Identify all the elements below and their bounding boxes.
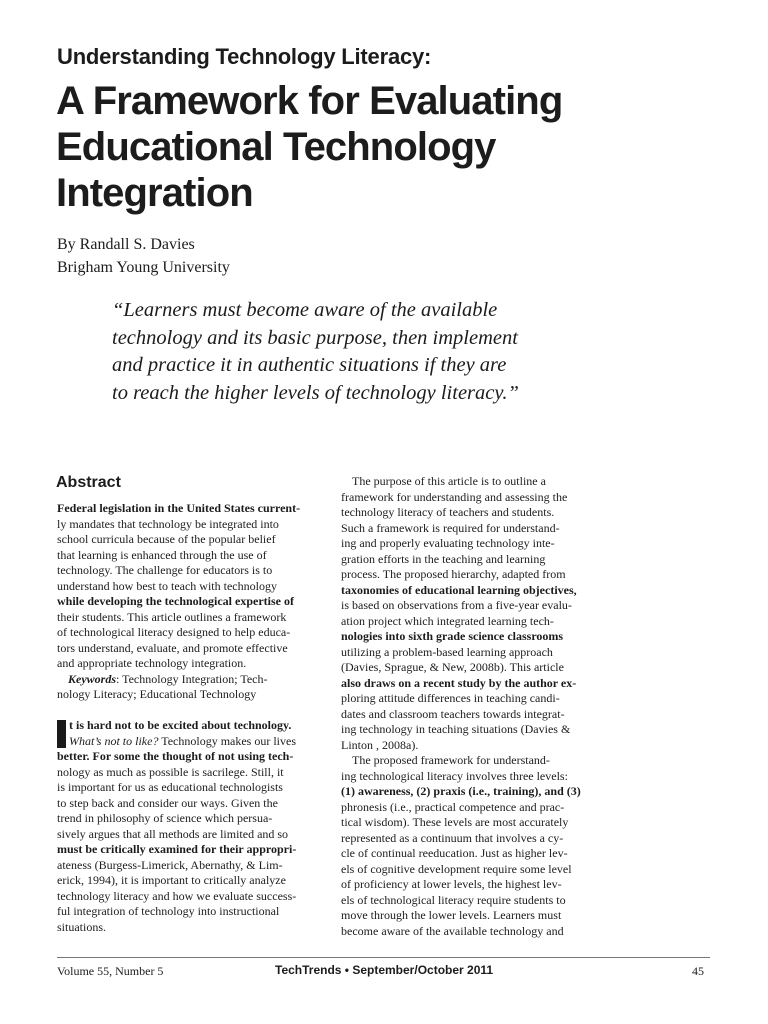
- body-line: Linton , 2008a).: [341, 737, 419, 752]
- body-line: framework for understanding and assessing the: [341, 489, 568, 504]
- body-line: represented as a continuum that involves a cy-: [341, 830, 564, 845]
- keywords-label: Keywords: [68, 671, 116, 686]
- abstract-line: school curricula because of the popular belief: [57, 532, 276, 546]
- body-line: gration efforts in the teaching and learning: [341, 551, 546, 566]
- intro-line: is important for us as educational technologists: [57, 780, 283, 794]
- body-line: also draws on a recent study by the author ex-: [341, 675, 577, 690]
- article-intro: [57, 718, 323, 935]
- body-line: move through the lower levels. Learners must: [341, 908, 562, 922]
- title-line: Educational Technology: [56, 125, 496, 169]
- article-title: [56, 78, 696, 216]
- body-line: tical wisdom). These levels are most accurately: [341, 815, 569, 829]
- intro-line: technology literacy and how we evaluate success-: [57, 888, 297, 903]
- intro-line: better. For some the thought of not using tech-: [57, 749, 294, 763]
- body-line: ation project which integrated learning tech-: [341, 613, 554, 628]
- author-name: By Randall S. Davies: [57, 236, 195, 253]
- volume-info: Volume 55, Number 5: [57, 964, 164, 978]
- body-line: els of technological literacy require students to: [341, 892, 566, 907]
- abstract-line: understand how best to teach with technology: [57, 578, 277, 593]
- intro-line: to step back and consider our ways. Given the: [57, 795, 278, 810]
- body-line: process. The proposed hierarchy, adapted from: [341, 567, 566, 581]
- intro-line: erick, 1994), it is important to critically analyze: [57, 873, 286, 887]
- footer-divider: [57, 957, 710, 958]
- body-line: become aware of the available technology and: [341, 923, 564, 938]
- body-line: utilizing a problem-based learning approach: [341, 644, 553, 659]
- intro-line: [57, 734, 323, 750]
- body-line: ing and properly evaluating technology inte-: [341, 536, 555, 550]
- abstract-line: of technological literacy designed to help educa-: [57, 625, 291, 639]
- body-line: phronesis (i.e., practical competence and prac-: [341, 799, 565, 814]
- intro-line: ateness (Burgess-Limerick, Abernathy, & Lim-: [57, 857, 283, 872]
- pull-quote-line: and practice it in authentic situations if they are: [112, 354, 507, 376]
- abstract-line: that learning is enhanced through the use of: [57, 547, 267, 562]
- abstract-line: and appropriate technology integration.: [57, 656, 247, 670]
- body-line: The purpose of this article is to outline a: [352, 474, 546, 488]
- intro-italic-question: What’s not to like?: [69, 733, 159, 748]
- intro-line: situations.: [57, 919, 107, 934]
- abstract-line: Federal legislation in the United States current-: [57, 501, 301, 515]
- body-line: cle of continual reeducation. Just as higher lev-: [341, 846, 568, 860]
- intro-line: must be critically examined for their appropri-: [57, 842, 297, 856]
- page-number: 45: [692, 964, 704, 978]
- body-line: ing technological literacy involves three levels:: [341, 768, 568, 783]
- body-line: ploring attitude differences in teaching candi-: [341, 691, 560, 705]
- body-line: is based on observations from a five-year evalu-: [341, 598, 572, 612]
- body-line: of proficiency at lower levels, the highest lev-: [341, 877, 562, 891]
- body-line: (Davies, Sprague, & New, 2008b). This article: [341, 660, 564, 674]
- body-line: dates and classroom teachers towards integrat-: [341, 706, 565, 721]
- pull-quote-line: “Learners must become aware of the available: [112, 299, 498, 321]
- author-affiliation: Brigham Young University: [57, 259, 230, 276]
- keywords-line: nology Literacy; Educational Technology: [57, 687, 257, 701]
- title-line: Integration: [56, 171, 253, 215]
- keywords-text: : Technology Integration; Tech-: [116, 671, 268, 686]
- keywords-line: [57, 672, 323, 688]
- abstract-line: tors understand, evaluate, and promote effective: [57, 640, 288, 655]
- abstract-line: ly mandates that technology be integrated into: [57, 516, 279, 531]
- body-line: Such a framework is required for understand-: [341, 520, 560, 535]
- pull-quote-line: technology and its basic purpose, then implement: [112, 326, 518, 349]
- abstract-heading: Abstract: [56, 474, 121, 491]
- body-line: taxonomies of educational learning objectives,: [341, 582, 577, 597]
- body-line: els of cognitive development require some level: [341, 861, 572, 876]
- body-line: The proposed framework for understand-: [352, 753, 550, 767]
- journal-issue: TechTrends • September/October 2011: [275, 963, 494, 977]
- intro-line: nology as much as possible is sacrilege. Still, it: [57, 764, 284, 779]
- pull-quote: [112, 297, 562, 407]
- abstract-line: while developing the technological expertise of: [57, 594, 294, 608]
- abstract-line: technology. The challenge for educators is to: [57, 563, 273, 577]
- intro-line: t is hard not to be excited about technology.: [69, 718, 292, 732]
- title-line: A Framework for Evaluating: [56, 79, 563, 123]
- body-line: (1) awareness, (2) praxis (i.e., training), and (3): [341, 784, 581, 798]
- body-line: nologies into sixth grade science classrooms: [341, 629, 564, 643]
- body-line: technology literacy of teachers and students.: [341, 505, 555, 519]
- intro-line: sively argues that all methods are limited and so: [57, 826, 289, 841]
- abstract-body: [57, 501, 323, 703]
- intro-line: trend in philosophy of science which persua-: [57, 811, 273, 825]
- right-column-body: [341, 474, 601, 939]
- intro-line: ful integration of technology into instructional: [57, 904, 280, 918]
- intro-line-rest: Technology makes our lives: [158, 733, 297, 748]
- body-line: ing technology in teaching situations (Davies &: [341, 722, 571, 736]
- article-subtitle: Understanding Technology Literacy:: [57, 44, 432, 69]
- abstract-line: their students. This article outlines a framework: [57, 609, 287, 624]
- pull-quote-line: to reach the higher levels of technology literacy.”: [112, 381, 519, 404]
